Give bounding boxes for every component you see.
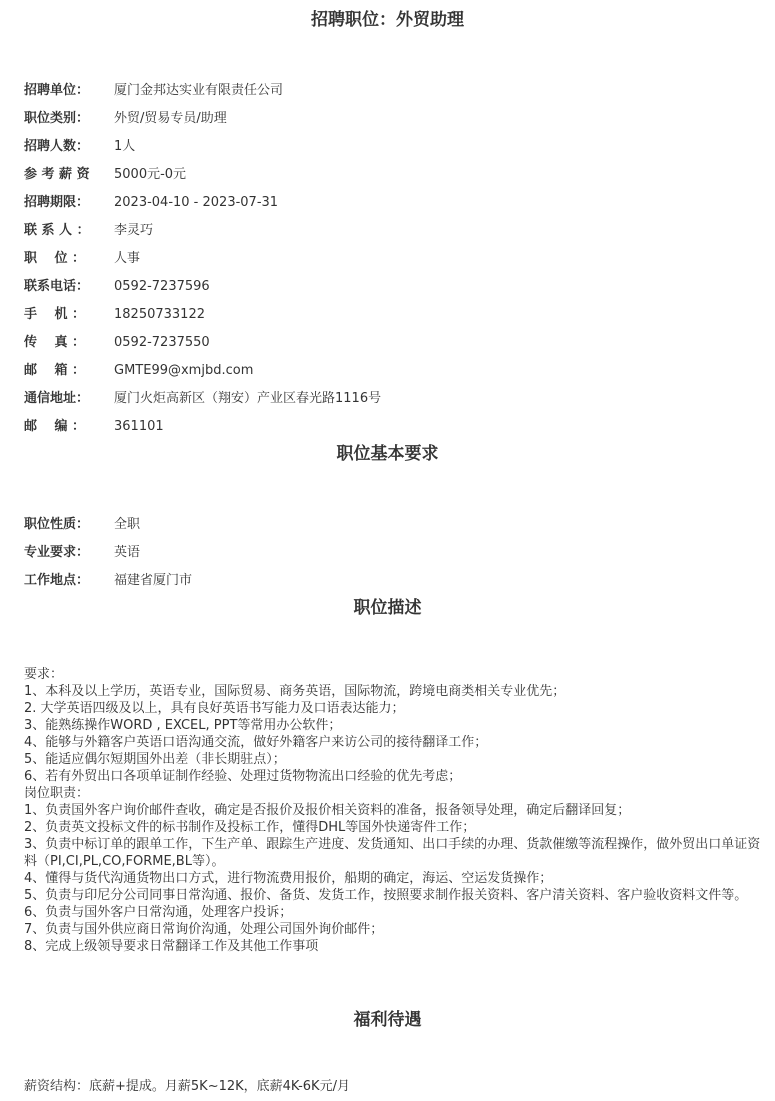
info-value: 厦门金邦达实业有限责任公司 (114, 83, 284, 98)
desc-line: 岗位职责： (24, 786, 90, 801)
basic-row-major (24, 539, 764, 567)
info-key: 通信地址： (24, 391, 90, 406)
info-key: 招聘人数： (24, 139, 90, 154)
desc-line: 要求： (24, 667, 64, 682)
basic-key: 职位性质： (24, 517, 90, 532)
info-key: 邮 箱 ： (24, 363, 86, 378)
basic-key: 工作地点： (24, 573, 90, 588)
desc-line: 8、完成上级领导要求日常翻译工作及其他工作事项 (24, 939, 319, 954)
info-key: 联 系 人 ： (24, 223, 90, 238)
basic-requirements-title: 职位基本要求 (336, 444, 439, 464)
desc-line: 5、能适应偶尔短期国外出差（非长期驻点）； (24, 752, 286, 767)
info-row-fax (24, 329, 764, 357)
info-row-address (24, 385, 764, 413)
info-row-company (24, 77, 764, 105)
info-value: 人事 (114, 251, 141, 266)
desc-line: 6、负责与国外客户日常沟通，处理客户投诉； (24, 905, 293, 920)
info-row-salary (24, 161, 764, 189)
info-row-category (24, 105, 764, 133)
desc-line: 6、若有外贸出口各项单证制作经验、处理过货物物流出口经验的优先考虑； (24, 769, 462, 784)
info-value: 0592-7237550 (114, 335, 210, 350)
desc-line: 3、负责中标订单的跟单工作，下生产单、跟踪生产进度、发货通知、出口手续的办理、货款催缴等流程操作，做外贸出口单证资料（PI,CI,PL,CO,FORME,BL等）。 (24, 837, 761, 869)
basic-row-location (24, 567, 764, 595)
info-key: 招聘期限： (24, 195, 90, 210)
info-value: 361101 (114, 419, 164, 434)
info-key: 传 真 ： (24, 335, 86, 350)
basic-value: 全职 (114, 517, 141, 532)
info-value: 李灵巧 (114, 223, 154, 238)
info-row-phone (24, 273, 764, 301)
basic-row-type (24, 511, 764, 539)
desc-line: 2、负责英文投标文件的标书制作及投标工作，懂得DHL等国外快递寄件工作； (24, 820, 476, 835)
info-key: 招聘单位： (24, 83, 90, 98)
info-key: 职位类别： (24, 111, 90, 126)
info-value: 1人 (114, 139, 136, 154)
job-description-body (24, 666, 764, 955)
desc-line: 3、能熟练操作WORD , EXCEL, PPT等常用办公软件； (24, 718, 342, 733)
info-row-position (24, 245, 764, 273)
info-row-email (24, 357, 764, 385)
info-value: GMTE99@xmjbd.com (114, 363, 254, 378)
info-row-mobile (24, 301, 764, 329)
info-value: 0592-7237596 (114, 279, 210, 294)
basic-value: 福建省厦门市 (114, 573, 193, 588)
desc-line: 2. 大学英语四级及以上，具有良好英语书写能力及口语表达能力； (24, 701, 405, 716)
desc-line: 4、懂得与货代沟通货物出口方式，进行物流费用报价，船期的确定，海运、空运发货操作； (24, 871, 553, 886)
info-key: 职 位 ： (24, 251, 86, 266)
welfare-text: 薪资结构：底薪+提成。月薪5K~12K，底薪4K-6K元/月 (24, 1079, 350, 1094)
basic-key: 专业要求： (24, 545, 90, 560)
desc-line: 1、本科及以上学历，英语专业，国际贸易、商务英语，国际物流，跨境电商类相关专业优先； (24, 684, 566, 699)
job-title: 招聘职位：外贸助理 (311, 10, 464, 30)
info-key: 邮 编 ： (24, 419, 86, 434)
info-key: 手 机 ： (24, 307, 86, 322)
desc-line: 7、负责与国外供应商日常询价沟通，处理公司国外询价邮件； (24, 922, 384, 937)
desc-line: 4、能够与外籍客户英语口语沟通交流，做好外籍客户来访公司的接待翻译工作； (24, 735, 488, 750)
info-row-period (24, 189, 764, 217)
desc-line: 1、负责国外客户询价邮件查收，确定是否报价及报价相关资料的准备，报备领导处理，确定后翻译回复； (24, 803, 631, 818)
info-value: 5000元-0元 (114, 167, 187, 182)
info-value: 2023-04-10 - 2023-07-31 (114, 195, 279, 210)
info-key: 参 考 薪 资 (24, 167, 90, 182)
job-description-title: 职位描述 (353, 598, 422, 618)
info-value: 外贸/贸易专员/助理 (114, 111, 227, 126)
info-value: 18250733122 (114, 307, 205, 322)
info-value: 厦门火炬高新区（翔安）产业区春光路1116号 (114, 391, 382, 406)
basic-value: 英语 (114, 545, 141, 560)
info-row-headcount (24, 133, 764, 161)
info-row-contact (24, 217, 764, 245)
info-row-postcode (24, 413, 764, 441)
desc-line: 5、负责与印尼分公司同事日常沟通、报价、备货、发货工作，按照要求制作报关资料、客户清关资料、客户验收资料文件等。 (24, 888, 748, 903)
info-key: 联系电话： (24, 279, 90, 294)
welfare-title: 福利待遇 (353, 1010, 422, 1030)
